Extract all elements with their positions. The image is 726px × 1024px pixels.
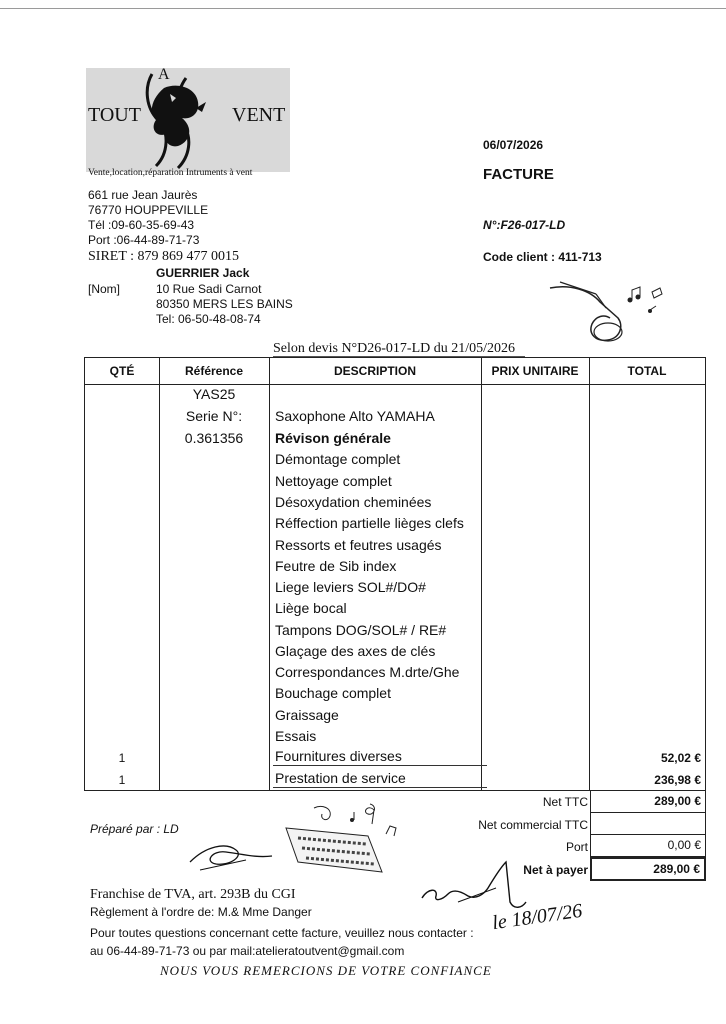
col-divider (589, 358, 590, 790)
invoice-date: 06/07/2026 (483, 138, 544, 152)
invoice-table (84, 357, 706, 791)
client-street: 10 Rue Sadi Carnot (156, 282, 262, 296)
company-tel: Tél :09-60-35-69-43 (88, 218, 195, 232)
port-label: Port (565, 840, 588, 854)
desc-line: Saxophone Alto YAMAHA (275, 408, 435, 424)
header-total: TOTAL (627, 364, 667, 378)
desc-line: Désoxydation cheminées (275, 494, 432, 510)
desc-line: Ressorts et feutres usagés (275, 537, 442, 553)
top-rule (0, 8, 726, 9)
client-name-label: [Nom] (88, 282, 121, 296)
desc-line: Liege leviers SOL#/DO# (275, 579, 426, 595)
vat-note: Franchise de TVA, art. 293B du CGI (90, 887, 296, 902)
item-underline (273, 787, 487, 788)
net-pay-label: Net à payer (523, 863, 588, 877)
net-commercial-box (590, 813, 706, 835)
desc-line: Correspondances M.drte/Ghe (275, 664, 460, 680)
address-line-2: 76770 HOUPPEVILLE (88, 203, 209, 217)
invoice-number: N°:F26-017-LD (483, 218, 566, 232)
desc-line: Bouchage complet (275, 685, 391, 701)
net-ttc-label: Net TTC (542, 795, 588, 809)
contact-line-2: au 06-44-89-71-73 ou par mail:atelieratoutvent@gmail.com (90, 944, 405, 958)
net-ttc-box (590, 791, 706, 813)
desc-line: Nettoyage complet (275, 473, 392, 489)
payment-order: Règlement à l'ordre de: M.& Mme Danger (90, 905, 312, 919)
desc-line: Glaçage des axes de clés (275, 643, 436, 659)
desc-line: Révison générale (275, 430, 391, 446)
company-port: Port :06-44-89-71-73 (88, 233, 200, 247)
net-pay-box (590, 857, 706, 881)
header-qty: QTÉ (109, 364, 135, 378)
client-code: Code client : 411-713 (483, 250, 602, 264)
client-name: GUERRIER Jack (156, 266, 250, 280)
client-city: 80350 MERS LES BAINS (156, 297, 293, 311)
port-value: 0,00 € (667, 838, 701, 852)
desc-line: Tampons DOG/SOL# / RE# (275, 622, 447, 638)
thanks-note: NOUS VOUS REMERCIONS DE VOTRE CONFIANCE (160, 963, 492, 978)
ref-line: 0.361356 (184, 430, 244, 446)
net-ttc-value: 289,00 € (654, 794, 701, 808)
item-total: 236,98 € (654, 773, 701, 787)
net-commercial-label: Net commercial TTC (478, 818, 588, 832)
item-qty: 1 (118, 751, 126, 765)
desc-line: Réffection partielle lièges clefs (275, 515, 464, 531)
client-address (156, 282, 293, 327)
header-unit-price: PRIX UNITAIRE (491, 364, 579, 378)
quote-reference: Selon devis N°D26-017-LD du 21/05/2026 (273, 341, 516, 356)
desc-line: Démontage complet (275, 451, 401, 467)
prepared-by: Préparé par : LD (90, 822, 179, 836)
company-siret: SIRET : 879 869 477 0015 (88, 249, 240, 264)
contact-line-1: Pour toutes questions concernant cette facture, veuillez nous contacter : (90, 926, 474, 940)
header-desc: DESCRIPTION (333, 364, 416, 378)
desc-line: Essais (275, 728, 317, 744)
company-logo (86, 68, 290, 172)
desc-line: Liège bocal (275, 600, 347, 616)
item-total: 52,02 € (660, 751, 701, 765)
saxophone-drawing-icon (540, 278, 690, 348)
logo-a: A (158, 66, 170, 83)
header-ref: Référence (184, 364, 244, 378)
item-underline (273, 765, 487, 766)
handwritten-date: le 18/07/26 (490, 899, 584, 935)
signature-icon (186, 836, 276, 876)
desc-line: Graissage (275, 707, 339, 723)
logo-vent: VENT (232, 104, 286, 126)
item-desc: Prestation de service (275, 770, 406, 786)
client-tel: Tel: 06-50-48-08-74 (156, 312, 261, 326)
company-address (88, 188, 208, 248)
net-pay-value: 289,00 € (653, 862, 700, 876)
ref-line: YAS25 (192, 386, 236, 402)
invoice-title: FACTURE (483, 166, 554, 183)
company-tagline: Vente,location,réparation Intruments à vent (88, 168, 253, 178)
address-line-1: 661 rue Jean Jaurès (88, 188, 198, 202)
ref-line: Serie N°: (185, 408, 243, 424)
col-divider (269, 358, 270, 790)
col-divider (481, 358, 482, 790)
music-sheet-drawing-icon (282, 800, 422, 880)
desc-line: Feutre de Sib index (275, 558, 397, 574)
item-desc: Fournitures diverses (275, 748, 402, 764)
logo-tout: TOUT (88, 104, 141, 126)
port-box (590, 835, 706, 857)
net-commercial-value (591, 813, 705, 816)
item-qty: 1 (118, 773, 126, 787)
